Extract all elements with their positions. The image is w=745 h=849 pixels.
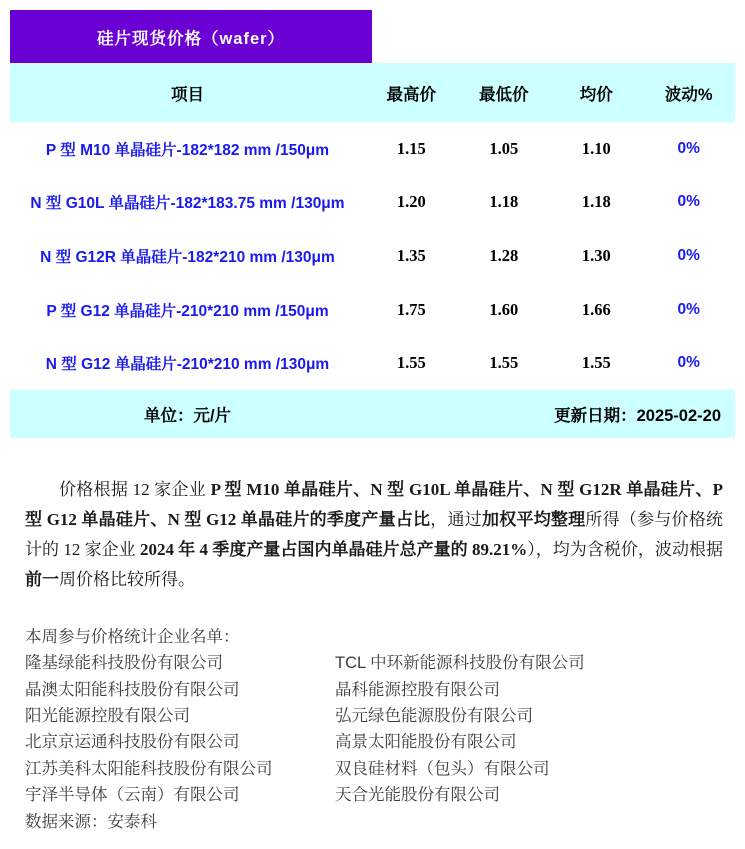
company-row <box>25 701 725 727</box>
note-segment: 2024 年 4 季度产量占国内单晶硅片总产量的 89.21% <box>139 540 528 559</box>
high-price-cell: 1.55 <box>396 353 426 373</box>
company-name: 晶澳太阳能科技股份有限公司 <box>25 680 240 699</box>
companies-section <box>25 621 725 833</box>
company-name: 阳光能源控股有限公司 <box>25 706 190 725</box>
table-row <box>10 176 735 230</box>
high-price-cell: 1.35 <box>396 245 426 265</box>
note-paragraph <box>25 475 723 595</box>
change-cell: 0% <box>677 300 700 318</box>
company-name: 隆基绿能科技股份有限公司 <box>25 654 223 673</box>
table-body <box>10 122 735 390</box>
company-row <box>25 727 725 753</box>
companies-intro: 本周参与价格统计企业名单： <box>25 627 240 646</box>
company-name: 天合光能股份有限公司 <box>335 786 500 805</box>
item-cell: N 型 G10L 单晶硅片-182*183.75 mm /130μm <box>30 195 345 213</box>
table-row <box>10 283 735 337</box>
col-header-item: 项目 <box>171 85 204 104</box>
low-price-cell: 1.28 <box>489 245 519 265</box>
company-row <box>25 674 725 700</box>
change-cell: 0% <box>677 139 700 157</box>
change-cell: 0% <box>677 246 700 264</box>
company-name: 晶科能源控股有限公司 <box>335 680 500 699</box>
company-name: TCL 中环新能源科技股份有限公司 <box>335 654 585 673</box>
high-price-cell: 1.75 <box>396 299 426 319</box>
company-row <box>25 648 725 674</box>
note-segment: 价格根据 12 家企业 <box>59 480 211 499</box>
col-header-high: 最高价 <box>386 85 436 104</box>
high-price-cell: 1.20 <box>396 192 426 212</box>
company-name: 北京京运通科技股份有限公司 <box>25 733 240 752</box>
change-cell: 0% <box>677 354 700 372</box>
table-row <box>10 229 735 283</box>
note-segment: P 型 M10 单晶硅片、N 型 G10L 单晶硅片、N 型 G12R 单晶硅片、P 型 G12 单晶硅片、N 型 G12 单晶硅片的季度产量占比 <box>25 480 723 529</box>
item-cell: P 型 G12 单晶硅片-210*210 mm /150μm <box>46 302 329 320</box>
avg-price-cell: 1.18 <box>581 192 611 212</box>
note-segment: 周价格比较所得。 <box>59 570 195 589</box>
company-name: 弘元绿色能源股份有限公司 <box>335 706 533 725</box>
table-row <box>10 336 735 390</box>
item-cell: N 型 G12R 单晶硅片-182*210 mm /130μm <box>40 248 335 266</box>
avg-price-cell: 1.30 <box>581 245 611 265</box>
company-name: 江苏美科太阳能科技股份有限公司 <box>25 759 273 778</box>
low-price-cell: 1.60 <box>489 299 519 319</box>
note-segment: ），均为含税价，波动根据 <box>527 540 724 559</box>
change-cell: 0% <box>677 193 700 211</box>
company-row <box>25 754 725 780</box>
table-footer-row <box>10 390 735 438</box>
col-header-avg: 均价 <box>579 85 613 104</box>
company-name: 高景太阳能股份有限公司 <box>335 733 517 752</box>
company-name: 双良硅材料（包头）有限公司 <box>335 759 550 778</box>
item-cell: N 型 G12 单晶硅片-210*210 mm /130μm <box>45 356 330 374</box>
low-price-cell: 1.05 <box>489 138 519 158</box>
company-name: 宇泽半导体（云南）有限公司 <box>25 786 240 805</box>
table-header-row <box>10 63 735 122</box>
note-segment: 所得（参与价格统计的 12 家企业 <box>25 510 724 559</box>
price-table <box>10 63 735 438</box>
high-price-cell: 1.15 <box>396 138 426 158</box>
companies-grid <box>25 648 725 806</box>
update-date-label: 更新日期：2025-02-20 <box>554 406 721 425</box>
low-price-cell: 1.55 <box>489 353 519 373</box>
unit-label: 单位：元/片 <box>143 406 232 425</box>
table-row <box>10 122 735 176</box>
avg-price-cell: 1.10 <box>581 138 611 158</box>
banner <box>10 10 372 63</box>
page-title: 硅片现货价格（wafer） <box>96 29 286 48</box>
avg-price-cell: 1.55 <box>581 353 611 373</box>
item-cell: P 型 M10 单晶硅片-182*182 mm /150μm <box>45 141 330 159</box>
note-segment: ，通过 <box>430 510 482 529</box>
col-header-change: 波动% <box>664 85 713 104</box>
low-price-cell: 1.18 <box>489 192 519 212</box>
col-header-low: 最低价 <box>479 85 529 104</box>
data-source: 数据来源：安泰科 <box>25 812 157 831</box>
note-segment: 前一 <box>25 570 59 589</box>
note-segment: 加权平均整理 <box>482 510 586 529</box>
avg-price-cell: 1.66 <box>581 299 611 319</box>
company-row <box>25 780 725 806</box>
